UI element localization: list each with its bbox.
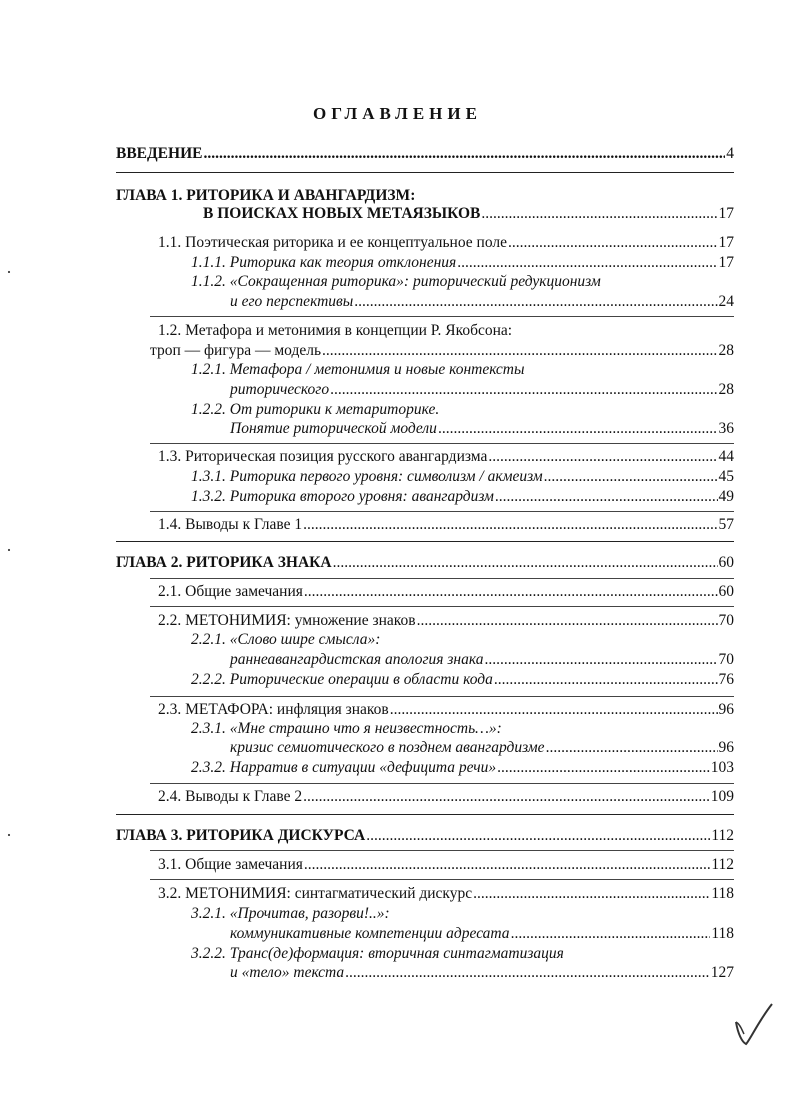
toc-page-number: 70 (718, 612, 734, 629)
toc-entry-2-4[interactable] (158, 787, 734, 807)
toc-entry-label: 2.3.2. Нарратив в ситуации «дефицита речи» (191, 759, 497, 776)
toc-page-number: 28 (718, 381, 734, 398)
toc-entry-label: Понятие риторической модели (230, 420, 437, 437)
toc-entry-1-2-2-line1: 1.2.2. От риторики к метариторике. (191, 401, 440, 418)
divider (150, 511, 734, 512)
toc-page-number: 36 (718, 420, 734, 437)
toc-entry-2-3-1-line1: 2.3.1. «Мне страшно что я неизвестность…»: (191, 720, 502, 737)
toc-entry-1-3-2[interactable] (191, 487, 734, 507)
toc-entry-label: 1.1. Поэтическая риторика и ее концептуальное поле (158, 234, 507, 251)
toc-entry-label: ГЛАВА 2. РИТОРИКА ЗНАКА (116, 554, 332, 571)
divider (150, 850, 734, 851)
toc-entry-1-3[interactable] (158, 447, 734, 467)
toc-entry-1-2-2[interactable] (230, 419, 734, 439)
toc-entry-label: риторического (230, 381, 330, 398)
toc-entry-1-2[interactable] (150, 341, 734, 361)
toc-page-number: 118 (711, 925, 734, 942)
toc-entry-1-1-2-line1: 1.1.2. «Сокращенная риторика»: риторический редукционизм (191, 273, 601, 290)
toc-page-number: 76 (718, 671, 734, 688)
divider (150, 696, 734, 697)
toc-entry-1-2-line1: 1.2. Метафора и метонимия в концепции Р. Якобсона: (158, 322, 513, 339)
toc-entry-label: ГЛАВА 3. РИТОРИКА ДИСКУРСА (116, 827, 366, 844)
divider (116, 541, 734, 542)
toc-page-number: 103 (710, 759, 734, 776)
toc-entry-label: 2.1. Общие замечания (158, 583, 303, 600)
toc-entry-label: 2.3. МЕТАФОРА: инфляция знаков (158, 701, 389, 718)
toc-page-number: 24 (718, 293, 734, 310)
toc-page-number: 44 (718, 448, 734, 465)
chapter-1-title-line1: ГЛАВА 1. РИТОРИКА И АВАНГАРДИЗМ: (116, 187, 416, 204)
scan-dot-mark: · (6, 262, 12, 282)
toc-entry-intro[interactable] (116, 144, 734, 164)
toc-page-number: 112 (711, 827, 734, 844)
toc-entry-label: кризис семиотического в позднем авангардизме (230, 739, 545, 756)
toc-entry-2-3[interactable] (158, 700, 734, 720)
toc-entry-label: 1.3.2. Риторика второго уровня: авангардизм (191, 488, 494, 505)
toc-entry-2-3-1[interactable] (230, 738, 734, 758)
toc-entry-label: коммуникативные компетенции адресата (230, 925, 510, 942)
toc-entry-3-2-1[interactable] (230, 924, 734, 944)
toc-entry-2-2[interactable] (158, 611, 734, 631)
toc-page-number: 17 (718, 254, 734, 271)
toc-page-number: 28 (718, 342, 734, 359)
scan-dot-mark: · (6, 540, 12, 560)
toc-page-number: 70 (718, 651, 734, 668)
toc-entry-ch3[interactable] (116, 826, 734, 846)
toc-entry-1-1-1[interactable] (191, 253, 734, 273)
toc-page-number: 60 (718, 583, 734, 600)
toc-entry-2-2-1-line1: 2.2.1. «Слово шире смысла»: (191, 631, 381, 648)
toc-page-number: 112 (711, 856, 734, 873)
toc-entry-label: ВВЕДЕНИЕ (116, 145, 203, 162)
divider (150, 443, 734, 444)
toc-entry-1-3-1[interactable] (191, 467, 734, 487)
toc-entry-label: 3.1. Общие замечания (158, 856, 303, 873)
handwritten-check-mark (732, 1000, 776, 1048)
toc-entry-1-1[interactable] (158, 233, 734, 253)
divider (116, 172, 734, 173)
toc-entry-3-2-2[interactable] (230, 963, 734, 983)
toc-entry-label: раннеавангардистская апология знака (230, 651, 484, 668)
toc-entry-3-2-2-line1: 3.2.2. Транс(де)формация: вторичная синтагматизация (191, 945, 564, 962)
toc-entry-2-1[interactable] (158, 582, 734, 602)
toc-page-number: 45 (718, 468, 734, 485)
toc-page-number: 60 (718, 554, 734, 571)
toc-entry-label: и «тело» текста (230, 964, 345, 981)
toc-page-number: 49 (718, 488, 734, 505)
toc-entry-2-2-2[interactable] (191, 670, 734, 690)
scan-dot-mark: · (6, 825, 12, 845)
toc-entry-label: 3.2. МЕТОНИМИЯ: синтагматический дискурс (158, 885, 473, 902)
divider (150, 578, 734, 579)
toc-entry-label: 1.4. Выводы к Главе 1 (158, 516, 303, 533)
toc-entry-3-1[interactable] (158, 855, 734, 875)
page-title: ОГЛАВЛЕНИЕ (313, 104, 482, 123)
toc-entry-3-2[interactable] (158, 884, 734, 904)
toc-page-number: 57 (718, 516, 734, 533)
toc-entry-label: 2.2. МЕТОНИМИЯ: умножение знаков (158, 612, 416, 629)
toc-entry-2-2-1[interactable] (230, 650, 734, 670)
toc-page-number: 17 (718, 234, 734, 251)
toc-entry-label: 2.4. Выводы к Главе 2 (158, 788, 303, 805)
toc-page-number: 4 (726, 145, 734, 162)
toc-entry-3-2-1-line1: 3.2.1. «Прочитав, разорви!..»: (191, 905, 390, 922)
toc-entry-1-2-1-line1: 1.2.1. Метафора / метонимия и новые контексты (191, 361, 525, 378)
toc-entry-1-4[interactable] (158, 515, 734, 535)
toc-entry-label: 1.3. Риторическая позиция русского авангардизма (158, 448, 488, 465)
toc-page-number: 96 (718, 739, 734, 756)
toc-entry-1-2-1[interactable] (230, 380, 734, 400)
toc-entry-ch1[interactable] (203, 204, 734, 224)
toc-entry-label: В ПОИСКАХ НОВЫХ МЕТАЯЗЫКОВ (203, 205, 481, 222)
divider (150, 316, 734, 317)
toc-entry-label: 1.1.1. Риторика как теория отклонения (191, 254, 457, 271)
toc-page-number: 118 (711, 885, 734, 902)
divider (150, 879, 734, 880)
divider (150, 783, 734, 784)
toc-entry-1-1-2[interactable] (230, 292, 734, 312)
toc-entry-label: 1.3.1. Риторика первого уровня: символизм / акмеизм (191, 468, 543, 485)
toc-page-number: 109 (710, 788, 734, 805)
toc-entry-ch2[interactable] (116, 553, 734, 573)
toc-page-number: 17 (718, 205, 734, 222)
toc-entry-label: троп — фигура — модель (150, 342, 322, 359)
toc-entry-label: и его перспективы (230, 293, 354, 310)
toc-page-number: 127 (710, 964, 734, 981)
toc-page-number: 96 (718, 701, 734, 718)
divider (116, 814, 734, 815)
divider (150, 606, 734, 607)
toc-entry-label: 2.2.2. Риторические операции в области кода (191, 671, 493, 688)
toc-entry-2-3-2[interactable] (191, 758, 734, 778)
